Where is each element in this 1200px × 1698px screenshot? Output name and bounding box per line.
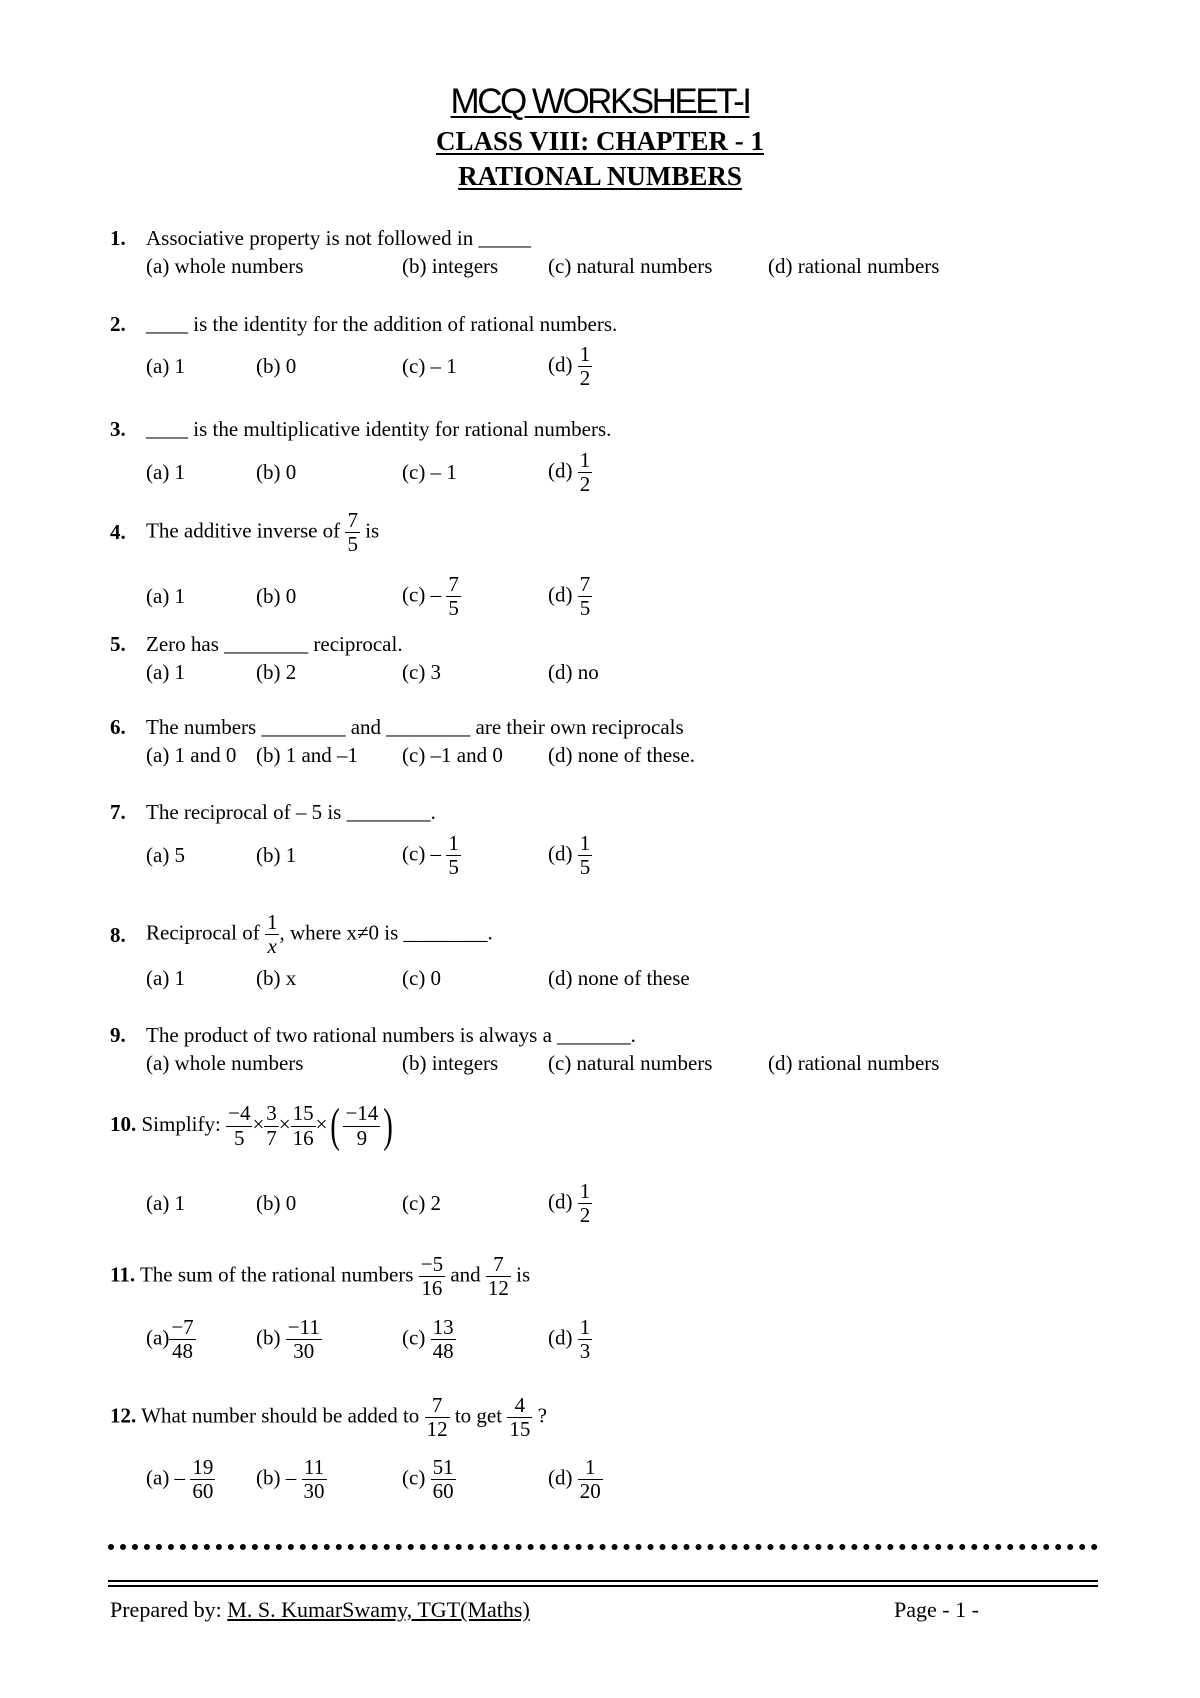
option-b: (b) 0 — [256, 584, 297, 608]
option-c: (c) 2 — [402, 1191, 442, 1215]
option-b: (b) 1 and –1 — [256, 743, 359, 767]
question-number: 7. — [110, 800, 126, 824]
option-a: (a) 1 and 0 — [146, 743, 237, 767]
fraction: $\frac{1}{5}$ — [579, 831, 591, 880]
question-number: 8. — [110, 923, 126, 947]
option-d: (d) $\frac{1}{5}$ — [548, 831, 591, 880]
question-text: 10. Simplify: $\frac{-4}{5}$ × $\frac{3}{7}$ × $\frac{15}{16}$ ×( $\frac{-14}{9}$ ) — [110, 1099, 394, 1152]
footer-rule-top — [108, 1580, 1098, 1582]
question-number: 2. — [110, 312, 126, 336]
option-a: (a) 1 — [146, 584, 186, 608]
option-d: (d) $\frac{1}{20}$ — [548, 1455, 601, 1504]
question-number: 6. — [110, 715, 126, 739]
left-parenthesis: ( — [330, 1099, 341, 1152]
option-d: (d) $\frac{1}{2}$ — [548, 1179, 591, 1228]
question-number: 10. — [110, 1111, 137, 1136]
right-parenthesis: ) — [383, 1099, 394, 1152]
question-number: 12. — [110, 1403, 137, 1428]
option-c: (c) $\frac{51}{60}$ — [402, 1455, 454, 1504]
question-text: Associative property is not followed in _____ — [146, 226, 531, 250]
fraction: $\frac{3}{7}$ — [266, 1101, 277, 1150]
option-a: (a) $\frac{-7}{48}$ — [146, 1315, 194, 1364]
question-number: 3. — [110, 417, 126, 441]
question-text: 11. The sum of the rational numbers $\frac{-5}{16}$ and $\frac{7}{12}$ is — [110, 1252, 531, 1301]
option-c: (c) 0 — [402, 966, 442, 990]
dotted-divider — [108, 1544, 1098, 1550]
question-text: ____ is the multiplicative identity for rational numbers. — [146, 417, 612, 441]
option-d: (d) $\frac{7}{5}$ — [548, 572, 591, 621]
fraction: $\frac{4}{15}$ — [509, 1393, 531, 1442]
fraction: $\frac{1}{5}$ — [448, 831, 459, 880]
fraction: $\frac{1}{2}$ — [579, 448, 591, 497]
option-d: (d) rational numbers — [768, 254, 940, 278]
question-text: Zero has ________ reciprocal. — [146, 632, 403, 656]
option-a: (a) whole numbers — [146, 1051, 304, 1075]
fraction: $\frac{7}{5}$ — [579, 572, 591, 621]
option-a: (a) 1 — [146, 1191, 186, 1215]
question-text: ____ is the identity for the addition of rational numbers. — [146, 312, 618, 336]
fraction: $\frac{19}{60}$ — [192, 1455, 214, 1504]
fraction: $\frac{1}{2}$ — [579, 1179, 591, 1228]
option-b: (b) integers — [402, 254, 499, 278]
option-d: (d) none of these — [548, 966, 690, 990]
option-b: (b) – $\frac{11}{30}$ — [256, 1455, 325, 1504]
option-b: (b) 0 — [256, 1191, 297, 1215]
footer-rule-bottom — [108, 1585, 1098, 1587]
fraction: $\frac{-4}{5}$ — [228, 1101, 251, 1150]
option-c: (c) – $\frac{7}{5}$ — [402, 572, 459, 621]
fraction: $\frac{1}{2}$ — [579, 342, 591, 391]
question-number: 1. — [110, 226, 126, 250]
option-d: (d) no — [548, 660, 599, 684]
option-c: (c) – $\frac{1}{5}$ — [402, 831, 459, 880]
option-c: (c) natural numbers — [548, 254, 713, 278]
option-a: (a) 1 — [146, 966, 186, 990]
question-number: 4. — [110, 520, 126, 544]
question-text: The numbers ________ and ________ are their own reciprocals — [146, 715, 684, 739]
option-a: (a) 1 — [146, 354, 186, 378]
fraction: $\frac{1}{x}$ — [266, 910, 278, 959]
option-a: (a) 1 — [146, 660, 186, 684]
question-text: The reciprocal of – 5 is ________. — [146, 800, 436, 824]
option-c: (c) –1 and 0 — [402, 743, 503, 767]
fraction: $\frac{51}{60}$ — [432, 1455, 454, 1504]
fraction: $\frac{13}{48}$ — [432, 1315, 454, 1364]
option-a: (a) 1 — [146, 460, 186, 484]
worksheet-title: MCQ WORKSHEET-I — [450, 82, 750, 121]
question-number: 5. — [110, 632, 126, 656]
fraction: $\frac{11}{30}$ — [303, 1455, 325, 1504]
fraction: $\frac{7}{5}$ — [347, 508, 358, 557]
option-c: (c) – 1 — [402, 354, 457, 378]
option-b: (b) 0 — [256, 354, 297, 378]
fraction: $\frac{1}{20}$ — [579, 1455, 601, 1504]
question-text: The product of two rational numbers is always a _______. — [146, 1023, 636, 1047]
option-b: (b) x — [256, 966, 297, 990]
option-d: (d) $\frac{1}{2}$ — [548, 448, 591, 497]
chapter-name-heading: RATIONAL NUMBERS — [458, 161, 742, 191]
option-b: (b) 0 — [256, 460, 297, 484]
fraction: $\frac{-14}{9}$ — [345, 1101, 379, 1150]
fraction: $\frac{7}{12}$ — [487, 1252, 509, 1301]
option-a: (a) – $\frac{19}{60}$ — [146, 1455, 214, 1504]
fraction: $\frac{7}{12}$ — [426, 1393, 448, 1442]
question-text: The additive inverse of $\frac{7}{5}$ is — [146, 508, 380, 557]
fraction: $\frac{-7}{48}$ — [171, 1315, 194, 1364]
fraction: $\frac{-5}{16}$ — [420, 1252, 444, 1301]
option-d: (d) $\frac{1}{2}$ — [548, 342, 591, 391]
option-b: (b) 2 — [256, 660, 297, 684]
option-b: (b) integers — [402, 1051, 499, 1075]
option-a: (a) 5 — [146, 843, 186, 867]
option-d: (d) $\frac{1}{3}$ — [548, 1315, 591, 1364]
question-number: 9. — [110, 1023, 126, 1047]
prepared-by-label: Prepared by: — [110, 1597, 222, 1622]
option-b: (b) 1 — [256, 843, 297, 867]
class-chapter-heading: CLASS VIII: CHAPTER - 1 — [435, 126, 765, 156]
option-c: (c) natural numbers — [548, 1051, 713, 1075]
question-text: 12. What number should be added to $\frac{7}{12}$ to get $\frac{4}{15}$ ? — [110, 1393, 547, 1442]
author-name: M. S. KumarSwamy, TGT(Maths) — [227, 1597, 530, 1622]
fraction: $\frac{15}{16}$ — [292, 1101, 314, 1150]
option-c: (c) 3 — [402, 660, 442, 684]
option-b: (b) $\frac{-11}{30}$ — [256, 1315, 320, 1364]
option-a: (a) whole numbers — [146, 254, 304, 278]
question-number: 11. — [110, 1262, 136, 1287]
fraction: $\frac{7}{5}$ — [448, 572, 459, 621]
footer-credit — [110, 1599, 530, 1621]
fraction: $\frac{-11}{30}$ — [287, 1315, 320, 1364]
option-c: (c) $\frac{13}{48}$ — [402, 1315, 454, 1364]
option-d: (d) none of these. — [548, 743, 695, 767]
fraction: $\frac{1}{3}$ — [579, 1315, 591, 1364]
option-d: (d) rational numbers — [768, 1051, 940, 1075]
option-c: (c) – 1 — [402, 460, 457, 484]
page-number: Page - 1 - — [894, 1597, 979, 1622]
question-text: Reciprocal of $\frac{1}{x}$ , where x≠0 is ________. — [146, 910, 493, 959]
